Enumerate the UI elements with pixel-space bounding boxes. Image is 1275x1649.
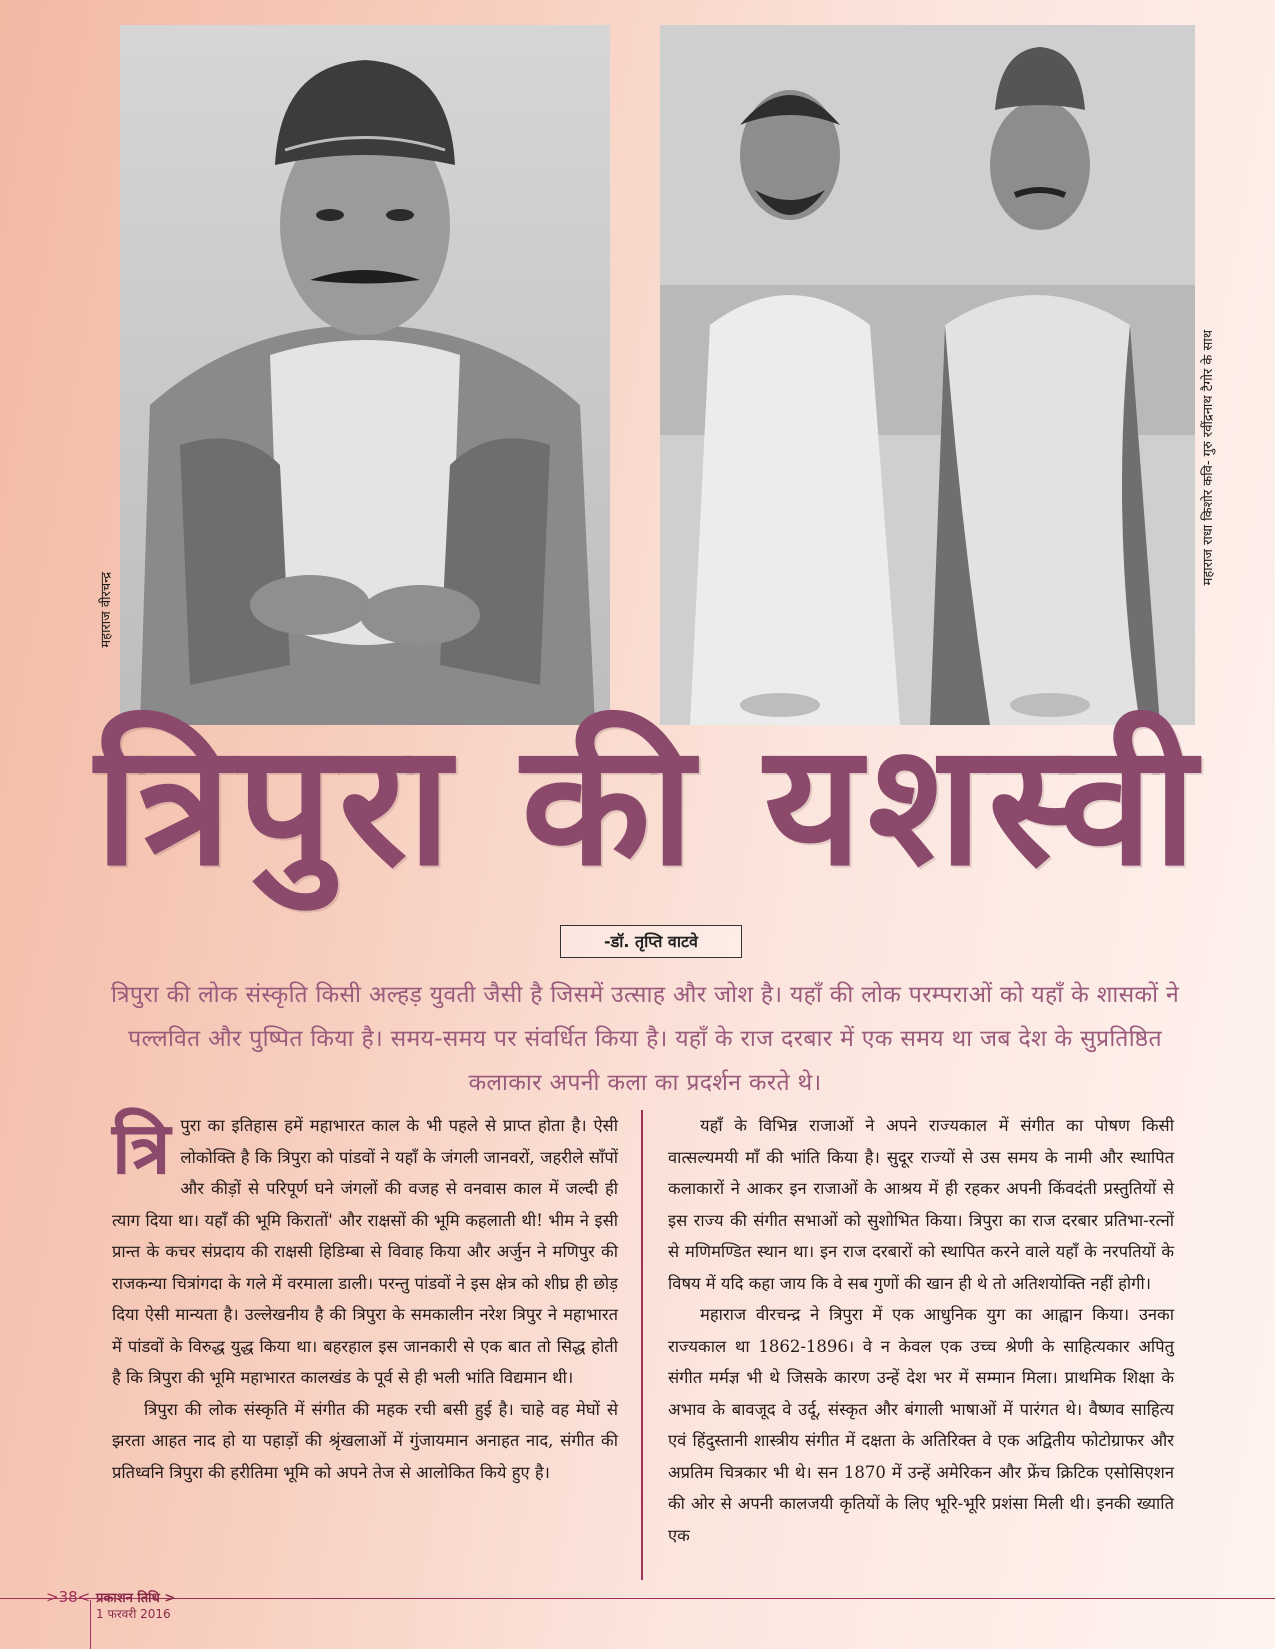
publication-label	[96, 1588, 175, 1606]
photo-maharaj-virchandra	[120, 25, 610, 725]
author-byline: -डॉ. तृप्ति वाटवे	[560, 925, 742, 958]
body-paragraph: यहाँ के विभिन्न राजाओं ने अपने राज्यकाल में संगीत का पोषण किसी वात्सल्यमयी माँ की भांति किया है। सुदूर राज्यों से उस समय के नामी और स्थापित कलाकारों ने आकर इन राजाओं के आश्रय में ही रहकर अपनी किंवदंती प्रस्तुतियों से इस राज्य की संगीत सभाओं को सुशोभित किया। त्रिपुरा का राज दरबार प्रतिभा-रत्नों से मणिमण्डित स्थान था। इन राज दरबारों को स्थापित करने वाले यहाँ के नरपतियों के विषय में यदि कहा जाय कि वे सब गुणों की खान ही थे तो अतिशयोक्ति नहीं होगी।	[668, 1116, 1174, 1293]
page-number: >38<	[46, 1588, 91, 1606]
body-paragraph: पुरा का इतिहास हमें महाभारत काल के भी पहले से प्राप्त होता है। ऐसी लोकोक्ति है कि त्रिपुरा को पांडवों ने यहाँ के जंगली जानवरों, जहरीले साँपों और कीड़ों से परिपूर्ण घने जंगलों की वजह से वनवास काल में जल्दी ही त्याग दिया था। यहाँ की भूमि किरातों' और राक्षसों की भूमि कहलाती थी! भीम ने इसी प्रान्त के कचर संप्रदाय की राक्षसी हिडिम्बा से विवाह किया और अर्जुन ने मणिपुर की राजकन्या चित्रांगदा के गले में वरमाला डाली। परन्तु पांडवों ने इस क्षेत्र को शीघ्र ही छोड़ दिया ऐसी मान्यता है। उल्लेखनीय है की त्रिपुरा के समकालीन नरेश त्रिपुर ने महाभारत में पांडवों के विरुद्ध युद्ध किया था। बहरहाल इस जानकारी से एक बात तो सिद्ध होती है कि त्रिपुरा की भूमि महाभारत कालखंड के पूर्व से ही भली भांति विद्यमान थी।	[112, 1116, 618, 1387]
footer-arrow: >	[164, 1591, 176, 1606]
publication-date: 1 फरवरी 2016	[96, 1607, 171, 1621]
column-divider	[641, 1110, 643, 1580]
page-footer	[46, 1588, 176, 1621]
publication-name: प्रकाशन तिथि	[96, 1591, 160, 1606]
body-paragraph: महाराज वीरचन्द्र ने त्रिपुरा में एक आधुनिक युग का आह्वान किया। उनका राज्यकाल था 1862-1896। वे न केवल एक उच्च श्रेणी के साहित्यकार अपितु संगीत मर्मज्ञ भी थे जिसके कारण उन्हें देश भर में सम्मान मिला। प्राथमिक शिक्षा के अभाव के बावजूद वे उर्दू, संस्कृत और बंगाली भाषाओं में पारंगत थे। वैष्णव साहित्य एवं हिंदुस्तानी शास्त्रीय संगीत में दक्षता के अतिरिक्त वे एक अद्वितीय फोटोग्राफर और अप्रतिम चित्रकार भी थे। सन 1870 में उन्हें अमेरिकन और फ्रेंच क्रिटिक एसोसिएशन की ओर से अपनी कालजयी कृतियों के लिए भूरि-भूरि प्रशंसा मिली थी। इनकी ख्याति एक	[668, 1305, 1174, 1545]
footer-rule	[0, 1598, 1275, 1599]
photo-right-caption: महाराज राधा किशोर कवि- गुरु रवींद्रनाथ टैगोर के साथ	[1201, 330, 1216, 586]
drop-cap: त्रि	[112, 1106, 171, 1190]
photo-radha-kishore-with-tagore	[660, 25, 1195, 725]
photo-left-caption: महाराज वीरचन्द्र	[99, 572, 114, 648]
body-column-right	[668, 1110, 1174, 1551]
footer-vertical-rule	[90, 1600, 91, 1649]
body-paragraph: त्रिपुरा की लोक संस्कृति में संगीत की महक रची बसी हुई है। चाहे वह मेघों से झरता आहत नाद हो या पहाड़ों की श्रृंखलाओं में गुंजायमान अनाहत नाद, संगीत की प्रतिध्वनि त्रिपुरा की हरीतिमा भूमि को अपने तेज से आलोकित किये हुए है।	[112, 1399, 618, 1482]
portrait-illustration	[120, 25, 610, 725]
group-portrait-illustration	[660, 25, 1195, 725]
intro-paragraph: त्रिपुरा की लोक संस्कृति किसी अल्हड़ युवती जैसी है जिसमें उत्साह और जोश है। यहाँ की लोक परम्पराओं को यहाँ के शासकों ने पल्लवित और पुष्पित किया है। समय-समय पर संवर्धित किया है। यहाँ के राज दरबार में एक समय था जब देश के सुप्रतिष्ठित कलाकार अपनी कला का प्रदर्शन करते थे।	[110, 982, 1180, 1096]
article-title: त्रिपुरा की यशस्वी	[95, 707, 1203, 903]
body-column-left	[112, 1106, 618, 1488]
